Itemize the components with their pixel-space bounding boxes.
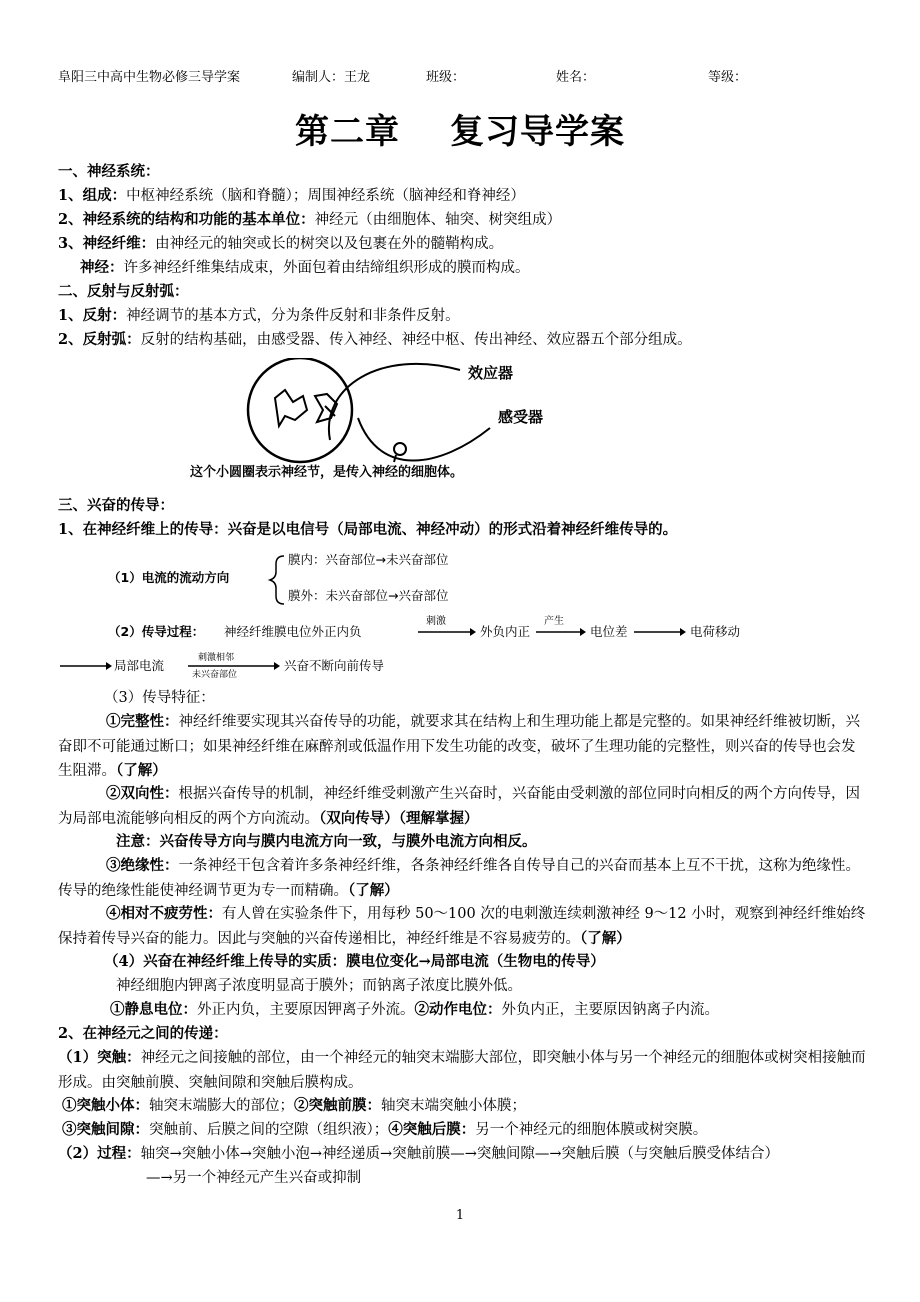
proc-text: 轴突→突触小体→突触小泡→神经递质→突触前膜—→突触间隙—→突触后膜（与突触后膜受体结合） xyxy=(140,1146,779,1162)
s2-line1 xyxy=(58,304,868,328)
process-c: 电位差 xyxy=(590,624,628,639)
process-d: 电荷移动 xyxy=(690,624,741,639)
gap-text: 突触前、后膜之间的空隙（组织液）； xyxy=(149,1122,389,1138)
s2-line2 xyxy=(58,328,868,352)
s1-line3 xyxy=(58,232,868,256)
action-text: 外负内正，主要原因钠离子内流。 xyxy=(501,1002,719,1018)
s1-l2-text: 神经元（由细胞体、轴突、树突组成） xyxy=(314,212,562,228)
s3-sub1: 1、在神经纤维上的传导：兴奋是以电信号（局部电流、神经冲动）的形式沿着神经纤维传导的。 xyxy=(58,521,678,538)
synapse-definition xyxy=(58,1046,868,1095)
post-label: ④突触后膜： xyxy=(388,1121,476,1138)
arrow5-head xyxy=(274,662,280,670)
process-a: 神经纤维膜电位外正内负 xyxy=(224,624,362,639)
arrow1-top: 刺激 xyxy=(426,616,446,627)
f3-text: 一条神经干包含着许多条神经纤维，各条神经纤维各自传导自己的兴奋而基本上互不干扰，这称为绝缘性。传导的绝缘性能使神经调节更为专一而精确。 xyxy=(58,858,860,899)
effector-label: 效应器 xyxy=(468,364,514,382)
figure1-caption: 这个小圆圈表示神经节，是传入神经的细胞体。 xyxy=(190,465,464,480)
s1-l3-text: 由神经元的轴突或长的树突以及包裹在外的髓鞘构成。 xyxy=(155,236,504,252)
current-direction-label: （1）电流的流动方向 xyxy=(108,570,230,585)
feature4 xyxy=(58,902,868,951)
s1-line4 xyxy=(80,256,890,280)
title-chapter: 第二章 xyxy=(295,112,400,152)
receptor-label: 感受器 xyxy=(498,408,544,426)
process-b: 外负内正 xyxy=(480,624,531,639)
s2-l1-text: 神经调节的基本方式，分为条件反射和非条件反射。 xyxy=(126,308,460,324)
p3-label: （3）传导特征： xyxy=(104,690,215,706)
header-grade: 等级： xyxy=(708,70,748,85)
page-title xyxy=(0,104,920,153)
line2-a: 局部电流 xyxy=(114,658,165,673)
s2-l2-text: 反射的结构基础，由感受器、传入神经、神经中枢、传出神经、效应器五个部分组成。 xyxy=(140,332,692,348)
s1-l4-text: 许多神经纤维集结成束，外面包着由结缔组织形成的膜而构成。 xyxy=(123,260,530,276)
post-text: 另一个神经元的细胞体膜或树突膜。 xyxy=(475,1122,708,1138)
arrow5-top: 刺激相邻 xyxy=(198,653,235,663)
s1-l1-text: 中枢神经系统（脑和脊髓）；周围神经系统（脑神经和脊神经） xyxy=(126,188,525,204)
gap-label: ③突触间隙： xyxy=(62,1121,149,1138)
arrow3-head xyxy=(680,628,686,636)
f2-text: 根据兴奋传导的机制，神经纤维受刺激产生兴奋时，兴奋能由受刺激的部位同时向相反的两个方向传导，因为局部电流能够向相反的两个方向流动。 xyxy=(58,786,860,827)
sb-text: 轴突末端膨大的部位； xyxy=(149,1098,294,1114)
synapse-process xyxy=(58,1142,868,1166)
rest-text: 外正内负，主要原因钾离子外流。 xyxy=(197,1002,415,1018)
s1-line1 xyxy=(58,184,868,208)
section2-heading: 二、反射与反射弧： xyxy=(58,283,189,300)
arrow4-head xyxy=(106,662,112,670)
synapse-parts-2 xyxy=(62,1118,872,1142)
p4-heading: （4）兴奋在神经纤维上传导的实质：膜电位变化→局部电流（生物电的传导） xyxy=(104,953,605,970)
header-school: 阜阳三中高中生物必修三导学案 xyxy=(58,70,241,85)
pre-text: 轴突末端突触小体膜； xyxy=(381,1098,526,1114)
line2-b: 兴奋不断向前传导 xyxy=(284,658,385,673)
arrow2-head xyxy=(580,628,586,636)
feature1 xyxy=(58,710,868,784)
arc-outer-circle xyxy=(248,358,352,462)
s3-sub2: 2、在神经元之间的传递： xyxy=(58,1025,228,1042)
potential-line xyxy=(110,998,920,1022)
proc-label: （2）过程： xyxy=(58,1145,141,1162)
s1-l3-label: 3、神经纤维： xyxy=(58,235,156,252)
s2-l2-label: 2、反射弧： xyxy=(58,331,141,348)
page-number: 1 xyxy=(455,1208,465,1223)
f4-note: （了解） xyxy=(580,929,631,947)
synapse-process-2: —→另一个神经元产生兴奋或抑制 xyxy=(146,1170,362,1186)
ganglion-stem xyxy=(394,455,396,462)
section1-heading: 一、神经系统： xyxy=(58,163,160,180)
rest-label: ①静息电位： xyxy=(110,1001,197,1018)
afferent-nerve-line xyxy=(358,418,490,461)
p4-text: 神经细胞内钾离子浓度明显高于膜外；而钠离子浓度比膜外低。 xyxy=(116,978,522,994)
action-label: ②动作电位： xyxy=(414,1001,502,1018)
arrow5-bottom: 未兴奋部位 xyxy=(192,670,238,678)
header-class: 班级： xyxy=(426,70,466,85)
header-name: 姓名： xyxy=(556,70,596,85)
spinal-cord-shape xyxy=(275,390,307,426)
f4-text: 有人曾在实验条件下，用每秒 50～100 次的电刺激连续刺激神经 9～12 小时，观察到神经纤维始终保持着传导兴奋的能力。因此与突触的兴奋传递相比，神经纤维是不容易疲劳的。 xyxy=(58,906,866,947)
s2-l1-label: 1、反射： xyxy=(58,307,127,324)
brace xyxy=(270,556,284,604)
ganglion-circle xyxy=(394,443,406,455)
note-line: 注意：兴奋传导方向与膜内电流方向一致，与膜外电流方向相反。 xyxy=(116,833,537,850)
syn-text: 神经元之间接触的部位，由一个神经元的轴突末端膨大部位，即突触小体与另一个神经元的细胞体或树突相接触而形成。由突触前膜、突触间隙和突触后膜构成。 xyxy=(58,1050,866,1091)
s1-line2 xyxy=(58,208,868,232)
s1-l1-label: 1、组成： xyxy=(58,187,127,204)
pre-label: ②突触前膜： xyxy=(294,1097,381,1114)
header-author: 编制人：王龙 xyxy=(292,70,371,85)
f1-text: 神经纤维要实现其兴奋传导的功能，就要求其在结构上和生理功能上都是完整的。如果神经纤维被切断，兴奋即不可能通过断口；如果神经纤维在麻醉剂或低温作用下发生功能的改变，破坏了生理功能的完整性，则兴奋的传导也会发生阻滞。 xyxy=(58,714,860,779)
f4-label: ④相对不疲劳性： xyxy=(106,905,222,922)
f3-note: （了解） xyxy=(348,881,399,899)
section3-heading: 三、兴奋的传导： xyxy=(58,497,174,514)
f1-label: ①完整性： xyxy=(106,713,179,730)
feature2 xyxy=(58,782,868,831)
synapse-parts-1 xyxy=(62,1094,872,1118)
f1-note: （了解） xyxy=(116,762,167,779)
conduction-figure xyxy=(58,548,778,678)
reflex-arc-figure xyxy=(180,358,580,484)
f2-label: ②双向性： xyxy=(106,785,179,802)
arrow2-top: 产生 xyxy=(544,616,564,627)
s1-l2-label: 2、神经系统的结构和功能的基本单位： xyxy=(58,211,315,228)
title-main: 复习导学案 xyxy=(450,112,625,152)
s1-l4-label: 神经： xyxy=(80,259,124,276)
membrane-outside: 膜外：未兴奋部位→兴奋部位 xyxy=(288,588,449,603)
arrow1-head xyxy=(470,628,476,636)
f3-label: ③绝缘性： xyxy=(106,857,179,874)
process-label: （2）传导过程： xyxy=(108,624,205,639)
syn-label: （1）突触： xyxy=(58,1049,141,1066)
sb-label: ①突触小体： xyxy=(62,1097,149,1114)
feature3 xyxy=(58,854,868,903)
f2-note: （双向传导）（理解掌握） xyxy=(319,809,479,827)
membrane-inside: 膜内：兴奋部位→未兴奋部位 xyxy=(288,552,449,567)
